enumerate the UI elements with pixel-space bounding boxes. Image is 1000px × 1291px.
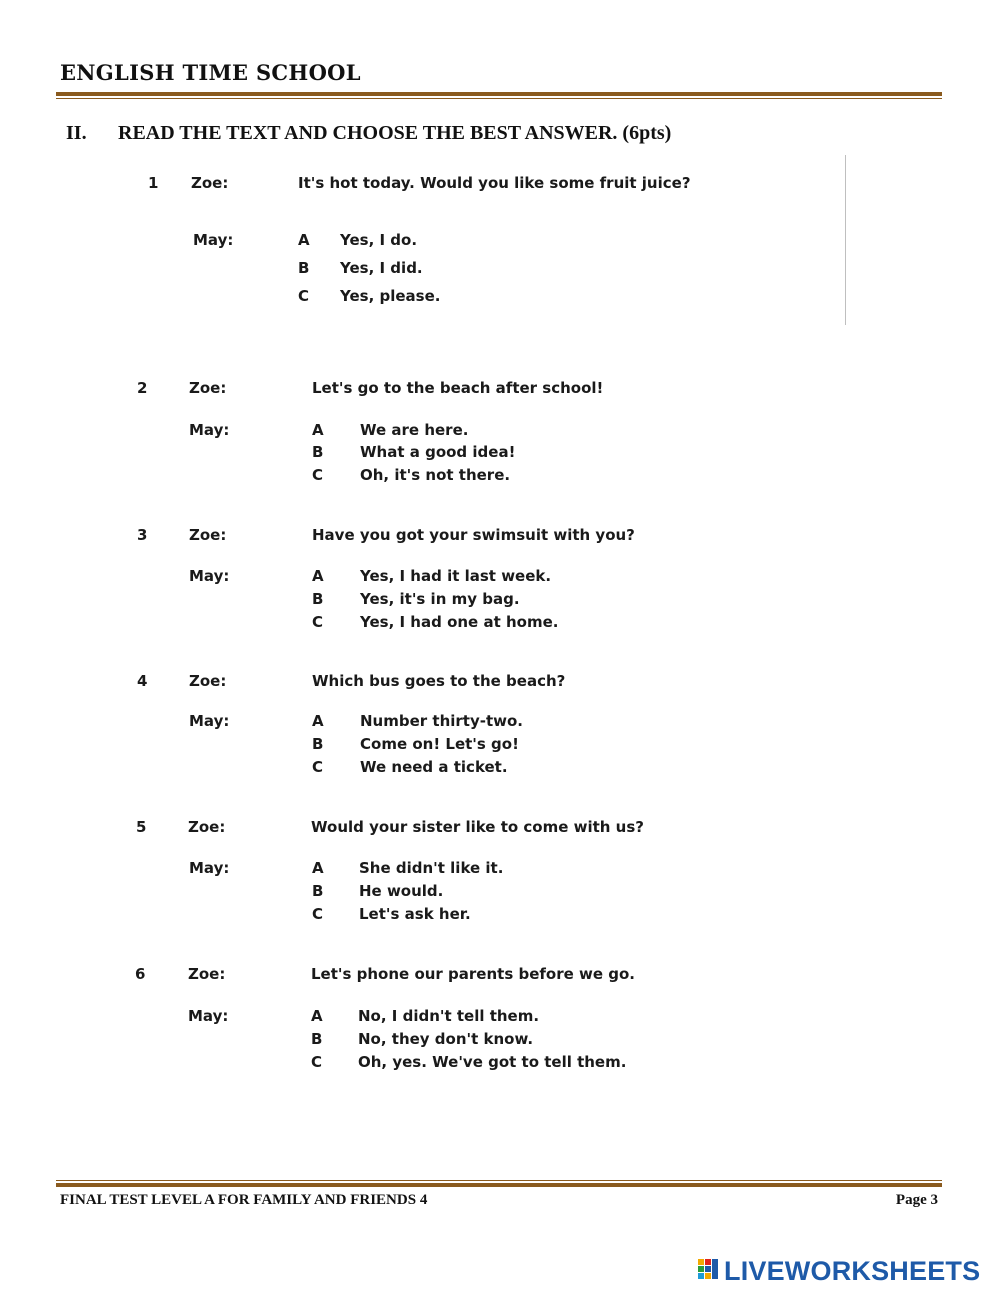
- footer-page-number: Page 3: [895, 1192, 938, 1208]
- speaker-zoe: Zoe:: [189, 379, 227, 397]
- question-prompt: It's hot today. Would you like some fruit juice?: [298, 174, 691, 192]
- option-letter: A: [298, 231, 310, 249]
- option-text[interactable]: Yes, I do.: [340, 231, 418, 249]
- speaker-may: May:: [189, 859, 230, 877]
- option-text[interactable]: Let's ask her.: [359, 905, 471, 923]
- question-number: 6: [135, 965, 146, 983]
- option-text[interactable]: He would.: [359, 882, 444, 900]
- question-prompt: Let's go to the beach after school!: [312, 379, 604, 397]
- footer-divider-thin: [56, 1180, 942, 1181]
- option-text[interactable]: Number thirty-two.: [360, 712, 523, 730]
- header-divider-thick: [56, 92, 942, 96]
- speaker-may: May:: [189, 567, 230, 585]
- option-text[interactable]: Yes, I had one at home.: [360, 613, 559, 631]
- option-text[interactable]: Yes, I had it last week.: [360, 567, 552, 585]
- speaker-zoe: Zoe:: [188, 818, 226, 836]
- option-letter: A: [312, 859, 324, 877]
- option-letter: B: [311, 1030, 323, 1048]
- question-number: 5: [136, 818, 147, 836]
- option-letter: A: [312, 567, 324, 585]
- option-letter: A: [311, 1007, 323, 1025]
- question-prompt: Which bus goes to the beach?: [312, 672, 566, 690]
- question-number: 1: [148, 174, 159, 192]
- section-number: II.: [66, 122, 87, 144]
- option-letter: C: [312, 758, 324, 776]
- option-letter: A: [312, 421, 324, 439]
- option-text[interactable]: Yes, I did.: [340, 259, 423, 277]
- speaker-zoe: Zoe:: [189, 672, 227, 690]
- speaker-may: May:: [188, 1007, 229, 1025]
- speaker-may: May:: [193, 231, 234, 249]
- question-number: 2: [137, 379, 148, 397]
- speaker-may: May:: [189, 421, 230, 439]
- option-letter: C: [298, 287, 310, 305]
- speaker-zoe: Zoe:: [189, 526, 227, 544]
- question-prompt: Have you got your swimsuit with you?: [312, 526, 635, 544]
- liveworksheets-wordmark: LIVEWORKSHEETS: [724, 1255, 981, 1286]
- option-text[interactable]: Come on! Let's go!: [360, 735, 519, 753]
- option-letter: C: [312, 905, 324, 923]
- option-text[interactable]: We need a ticket.: [360, 758, 508, 776]
- option-letter: C: [311, 1053, 323, 1071]
- option-text[interactable]: Yes, please.: [340, 287, 441, 305]
- option-letter: B: [312, 590, 324, 608]
- speaker-zoe: Zoe:: [188, 965, 226, 983]
- option-text[interactable]: Yes, it's in my bag.: [360, 590, 520, 608]
- liveworksheets-brand[interactable]: [698, 1256, 980, 1286]
- option-text[interactable]: No, I didn't tell them.: [358, 1007, 540, 1025]
- option-letter: C: [312, 613, 324, 631]
- option-letter: A: [312, 712, 324, 730]
- question-prompt: Let's phone our parents before we go.: [311, 965, 636, 983]
- speaker-may: May:: [189, 712, 230, 730]
- footer-divider-thick: [56, 1183, 942, 1187]
- option-letter: B: [298, 259, 310, 277]
- option-text[interactable]: Oh, yes. We've got to tell them.: [358, 1053, 627, 1071]
- page-header-title: ENGLISH TIME SCHOOL: [60, 60, 361, 85]
- section-title: READ THE TEXT AND CHOOSE THE BEST ANSWER. (6pts): [118, 122, 672, 144]
- option-letter: B: [312, 735, 324, 753]
- footer-test-name: FINAL TEST LEVEL A FOR FAMILY AND FRIENDS 4: [60, 1192, 428, 1208]
- section-heading: [66, 122, 671, 145]
- option-text[interactable]: What a good idea!: [360, 443, 516, 461]
- option-letter: B: [312, 443, 324, 461]
- liveworksheets-logo-icon: [698, 1259, 720, 1283]
- option-text[interactable]: She didn't like it.: [359, 859, 504, 877]
- option-text[interactable]: Oh, it's not there.: [360, 466, 511, 484]
- option-text[interactable]: We are here.: [360, 421, 469, 439]
- question-number: 4: [137, 672, 148, 690]
- option-letter: C: [312, 466, 324, 484]
- option-text[interactable]: No, they don't know.: [358, 1030, 534, 1048]
- question-number: 3: [137, 526, 148, 544]
- question-prompt: Would your sister like to come with us?: [311, 818, 644, 836]
- option-letter: B: [312, 882, 324, 900]
- speaker-zoe: Zoe:: [191, 174, 229, 192]
- scan-edge-line: [845, 155, 846, 325]
- header-divider-thin: [56, 98, 942, 99]
